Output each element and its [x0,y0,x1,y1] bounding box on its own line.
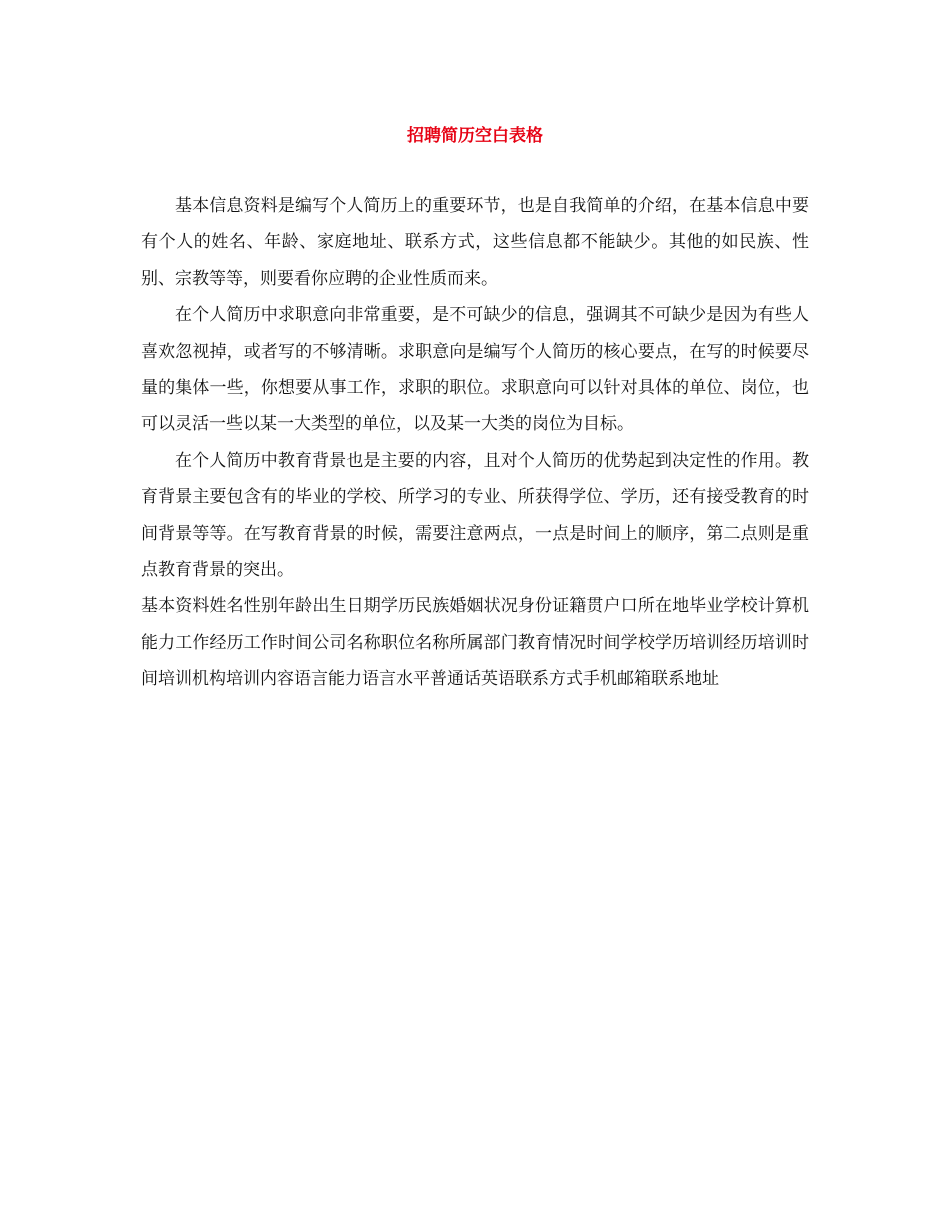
paragraph-job-intention: 在个人简历中求职意向非常重要，是不可缺少的信息，强调其不可缺少是因为有些人喜欢忽视掉，或者写的不够清晰。求职意向是编写个人简历的核心要点，在写的时候要尽量的集体一些，你想要从事工作，求职的职位。求职意向可以针对具体的单位、岗位，也可以灵活一些以某一大类型的单位，以及某一大类的岗位为目标。 [141,305,809,435]
form-field-list: 基本资料姓名性别年龄出生日期学历民族婚姻状况身份证籍贯户口所在地毕业学校计算机能力工作经历工作时间公司名称职位名称所属部门教育情况时间学校学历培训经历培训时间培训机构培训内容语言能力语言水平普通话英语联系方式手机邮箱联系地址 [141,596,809,690]
document-body [141,188,809,698]
paragraph-basic-info: 基本信息资料是编写个人简历上的重要环节，也是自我简单的介绍，在基本信息中要有个人的姓名、年龄、家庭地址、联系方式，这些信息都不能缺少。其他的如民族、性别、宗教等等，则要看你应聘的企业性质而来。 [141,196,809,289]
document-title: 招聘简历空白表格 [407,126,543,146]
paragraph-education: 在个人简历中教育背景也是主要的内容，且对个人简历的优势起到决定性的作用。教育背景主要包含有的毕业的学校、所学习的专业、所获得学位、学历，还有接受教育的时间背景等等。在写教育背景的时候，需要注意两点，一点是时间上的顺序，第二点则是重点教育背景的突出。 [141,450,809,581]
